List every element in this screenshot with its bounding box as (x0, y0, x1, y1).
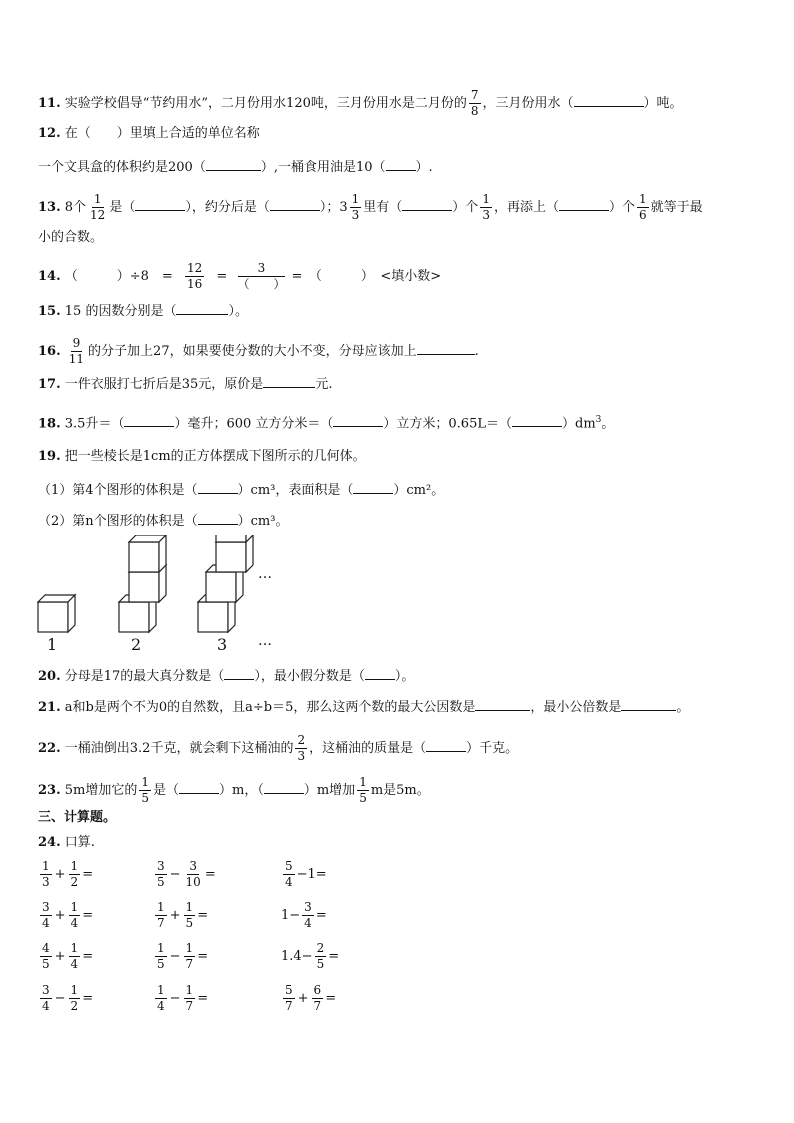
question-19-part-1 (38, 481, 444, 499)
calc-r4c2[interactable]: $\frac{1}{4}$ − $\frac{1}{7}$ = (157, 983, 209, 1013)
question-12-line-2 (38, 158, 433, 176)
question-19 (38, 449, 366, 465)
question-text: ）cm³，表面积是（ (237, 483, 354, 498)
question-text: 小的合数。 (38, 230, 104, 245)
question-13 (38, 193, 703, 222)
calc-r2c3[interactable]: 1− $\frac{3}{4}$ = (281, 900, 327, 930)
question-text: ，这桶油的质量是（ (309, 741, 427, 756)
calc-r3c1[interactable]: $\frac{4}{5}$ + $\frac{1}{4}$ = (42, 941, 94, 971)
answer-blank[interactable] (198, 481, 238, 494)
answer-blank[interactable] (353, 481, 393, 494)
calc-r1c1[interactable]: $\frac{1}{3}$ + $\frac{1}{2}$ = (42, 859, 94, 889)
question-text: ）立方米；0.65L＝（ (383, 416, 512, 432)
question-text: ）cm³。 (237, 514, 289, 529)
question-text: ）m增加 (303, 783, 356, 798)
question-number: 24. (38, 835, 61, 850)
answer-blank[interactable] (264, 781, 304, 794)
question-text: 一件衣服打七折后是35元，原价是 (64, 377, 264, 392)
question-22 (38, 734, 518, 763)
question-number: 15. (38, 304, 61, 319)
fraction: $\frac{1}{5}$ (359, 775, 367, 805)
question-number: 20. (38, 669, 61, 684)
question-number: 12. (38, 126, 61, 141)
ellipsis-bottom: … (258, 633, 272, 649)
fraction: $\frac{1}{3}$ (351, 192, 360, 222)
question-text: 5m增加它的 (64, 783, 138, 798)
question-text: ）；3 (319, 200, 348, 215)
question-text: 一个文具盒的体积约是200（ (38, 160, 206, 175)
question-13-line-2 (38, 230, 103, 246)
fraction: $\frac{12}{16}$ (186, 261, 203, 291)
question-text: （2）第n个图形的体积是（ (38, 514, 198, 529)
answer-blank[interactable] (124, 414, 174, 427)
question-text: 分母是17的最大真分数是（ (64, 669, 225, 684)
question-text: （1）第4个图形的体积是（ (38, 483, 198, 498)
question-18 (38, 412, 614, 432)
question-text: ）千克。 (466, 741, 519, 756)
calc-r1c3[interactable]: $\frac{5}{4}$ −1= (285, 859, 327, 889)
fraction: $\frac{7}{8}$ (470, 88, 479, 118)
answer-blank[interactable] (198, 512, 238, 525)
fraction: $\frac{1}{5}$ (141, 775, 150, 805)
fraction: $\frac{1}{12}$ (90, 192, 106, 222)
question-text: ）m，（ (219, 783, 264, 798)
question-14 (38, 262, 441, 291)
superscript: 3 (595, 415, 602, 425)
answer-blank[interactable] (621, 698, 676, 711)
question-text: m是5m。 (370, 783, 430, 798)
cube (216, 535, 253, 542)
answer-blank[interactable] (426, 739, 466, 752)
question-text: ）. (415, 160, 433, 175)
question-text: 是（ (153, 783, 180, 798)
question-text: ，三月份用水（ (482, 96, 574, 111)
cube (129, 535, 166, 572)
calc-r1c2[interactable]: $\frac{3}{5}$ − $\frac{3}{10}$ = (157, 859, 216, 889)
ellipsis-top: … (258, 566, 272, 582)
answer-blank[interactable] (270, 198, 320, 211)
question-text: ）个 (452, 200, 479, 215)
question-number: 14. (38, 269, 61, 284)
question-number: 13. (38, 200, 61, 215)
question-number: 17. (38, 377, 61, 392)
question-text: 在（ ）里填上合适的单位名称 (64, 126, 260, 141)
answer-blank[interactable] (333, 414, 383, 427)
answer-blank[interactable] (417, 342, 475, 355)
question-text: 3.5升＝（ (64, 416, 125, 432)
question-text: = （ ） <填小数> (291, 269, 442, 284)
answer-blank[interactable] (559, 198, 609, 211)
fraction: $\frac{2}{3}$ (297, 733, 306, 763)
figure-label-3: 3 (217, 635, 228, 654)
question-text: . (474, 344, 479, 359)
section-heading: 三、计算题。 (38, 810, 117, 825)
question-text: ）毫升；600 立方分米＝（ (174, 416, 334, 432)
answer-blank[interactable] (206, 158, 261, 171)
question-text: 里有（ (363, 200, 403, 215)
calc-r4c1[interactable]: $\frac{3}{4}$ − $\frac{1}{2}$ = (42, 983, 94, 1013)
question-text: 元. (315, 377, 333, 392)
question-20 (38, 667, 414, 685)
calc-r2c2[interactable]: $\frac{1}{7}$ + $\frac{1}{5}$ = (157, 900, 209, 930)
question-12 (38, 126, 260, 142)
calc-r3c2[interactable]: $\frac{1}{5}$ − $\frac{1}{7}$ = (157, 941, 209, 971)
answer-blank[interactable] (179, 781, 219, 794)
question-text: 。 (601, 416, 615, 432)
figure-label-1: 1 (47, 635, 58, 654)
question-number: 21. (38, 700, 61, 715)
fraction: $\frac{9}{11}$ (68, 336, 85, 366)
question-23 (38, 776, 430, 805)
answer-blank[interactable] (512, 414, 562, 427)
answer-blank[interactable] (475, 698, 530, 711)
question-24 (38, 835, 95, 851)
question-text: 把一些棱长是1cm的正方体摆成下图所示的几何体。 (64, 449, 366, 464)
question-19-part-2 (38, 512, 288, 530)
question-text: ）,一桶食用油是10（ (260, 160, 386, 175)
question-number: 19. (38, 449, 61, 464)
fraction: $\frac{3}{( )}$ (237, 261, 286, 291)
question-number: 11. (38, 96, 61, 111)
fraction: $\frac{1}{6}$ (638, 192, 647, 222)
question-text: ）。 (228, 304, 248, 319)
question-text: ）吨。 (643, 96, 683, 111)
calc-r2c1[interactable]: $\frac{3}{4}$ + $\frac{1}{4}$ = (42, 900, 94, 930)
question-number: 23. (38, 783, 61, 798)
answer-blank[interactable] (135, 198, 185, 211)
question-text: = (216, 269, 228, 284)
question-text: ，最小公倍数是 (530, 700, 622, 715)
question-text: （ ）÷8 = (64, 269, 173, 284)
calc-r4c3[interactable]: $\frac{5}{7}$ + $\frac{6}{7}$ = (285, 983, 337, 1013)
question-number: 16. (38, 344, 61, 359)
answer-blank[interactable] (224, 667, 254, 680)
question-17 (38, 375, 332, 393)
answer-blank[interactable] (402, 198, 452, 211)
question-text: 的分子加上27，如果要使分数的大小不变，分母应该加上 (88, 344, 417, 359)
answer-blank[interactable] (386, 158, 416, 171)
calc-r3c3[interactable]: 1.4− $\frac{2}{5}$ = (281, 941, 340, 971)
answer-blank[interactable] (365, 667, 395, 680)
question-text: 8个 (64, 200, 87, 215)
question-text: a和b是两个不为0的自然数，且a÷b＝5，那么这两个数的最大公因数是 (64, 700, 476, 715)
question-text: ）cm²。 (393, 483, 445, 498)
question-number: 22. (38, 741, 61, 756)
answer-blank[interactable] (263, 375, 315, 388)
question-text: ）。 (394, 669, 415, 684)
question-text: ），最小假分数是（ (254, 669, 365, 684)
question-text: 就等于最 (650, 200, 703, 215)
question-text: 是（ (109, 200, 136, 215)
figure-label-2: 2 (131, 635, 142, 654)
question-text: ）个 (608, 200, 635, 215)
answer-blank[interactable] (574, 94, 644, 107)
answer-blank[interactable] (176, 302, 228, 315)
question-text: 实验学校倡导“节约用水”，二月份用水120吨，三月份用水是二月份的 (64, 96, 467, 111)
question-text: ），约分后是（ (185, 200, 270, 215)
question-21 (38, 698, 689, 716)
question-text: ）dm (562, 416, 596, 432)
question-15 (38, 302, 248, 320)
question-text: 口算. (64, 835, 95, 850)
question-16 (38, 337, 479, 366)
question-11 (38, 89, 683, 118)
fraction: $\frac{1}{3}$ (482, 192, 490, 222)
question-text: ，再添上（ (493, 200, 559, 215)
question-text: 。 (676, 700, 690, 715)
cube (38, 595, 75, 632)
question-text: 15 的因数分别是（ (64, 304, 177, 319)
question-number: 18. (38, 416, 61, 432)
question-text: 一桶油倒出3.2千克，就会剩下这桶油的 (64, 741, 294, 756)
